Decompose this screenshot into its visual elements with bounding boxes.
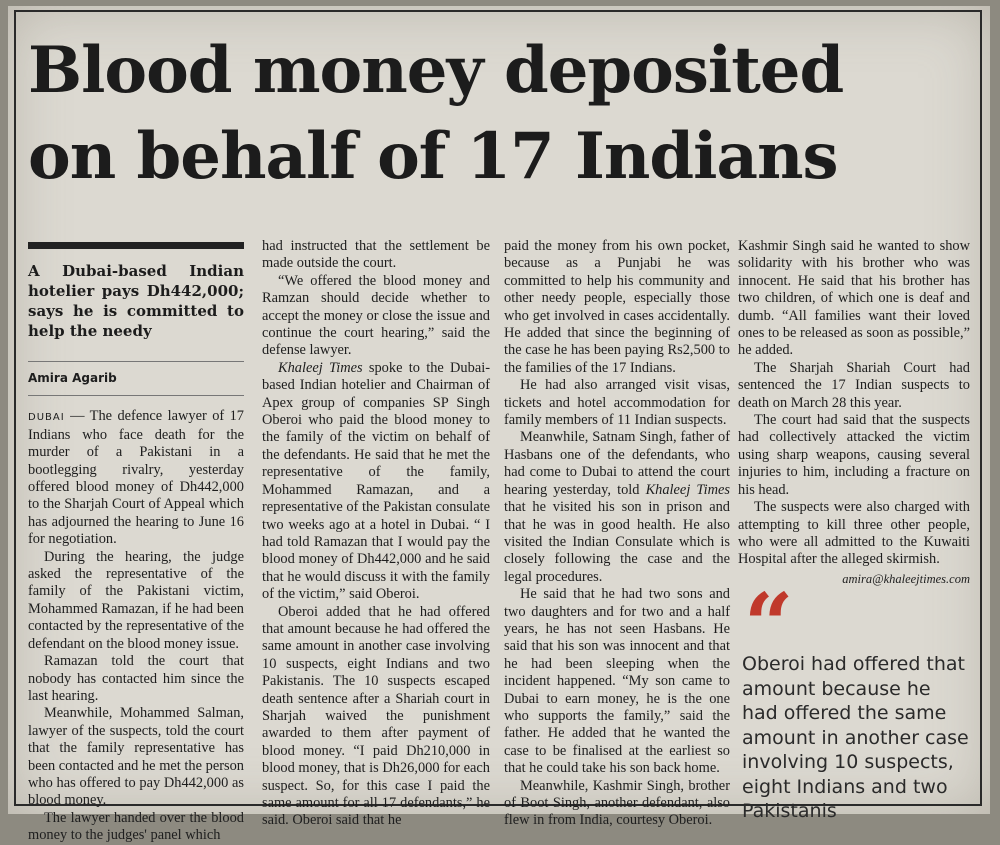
paragraph: The Sharjah Shariah Court had sentenced the 17 Indian suspects to death on March 28 this year. (738, 359, 970, 411)
headline-line-1: Blood money deposited (28, 33, 844, 108)
paragraph: Meanwhile, Satnam Singh, father of Hasbans one of the defendants, who had come to Dubai to attend the court hearing yesterday, told Khaleej Times that he visited his son in prison and that he was in good health. He also visited the Indian Consulate which is closely following the case and the legal procedures. (504, 429, 730, 585)
paragraph: DUBAI — The defence lawyer of 17 Indians who face death for the murder of a Pakistani in a bootlegging rivalry, yesterday offered blood money of Dh442,000 to the Sharjah Court of Appeal which has adjourned the hearing to June 16 for negotiation. (28, 408, 244, 548)
paragraph: “We offered the blood money and Ramzan should decide whether to accept the money or close the issue and continue the court hearing,” said the defense lawyer. (262, 272, 490, 359)
paragraph: The suspects were also charged with attempting to kill three other people, who were all admitted to the Kuwaiti Hospital after the alleged skirmish. (738, 499, 970, 568)
headline (28, 28, 978, 200)
paragraph: He said that he had two sons and two daughters and for two and a half years, he has not seen Hasbans. He said that his son was innocent and that he had been sleeping when the incident happened. “My son came to Dubai to earn money, he is the one who supports the family,” said the father. He added that he wanted the case to be finalised at the earliest so that he could take his son back home. (504, 586, 730, 777)
paragraph: had instructed that the settlement be made outside the court. (262, 238, 490, 272)
pull-quote: Oberoi had offered that amount because he had offered the same amount in another case involving 10 suspects, eight Indians and two Pakistanis (742, 653, 969, 823)
deck: A Dubai-based Indian hotelier pays Dh442,000; says he is committed to help the needy (28, 262, 244, 340)
column-1 (28, 238, 244, 844)
paragraph: paid the money from his own pocket, because as a Punjabi he was committed to help his community and other needy people, especially those who get involved in cases accidentally. He added that since the beginning of the case he has been paying Rs2,500 to the families of the 17 Indians. (504, 238, 730, 376)
paper-name: Khaleej Times (645, 481, 730, 498)
byline: Amira Agarib (28, 370, 244, 396)
paragraph: Oberoi added that he had offered that amount because he had offered the same amount in another case involving 10 suspects, eight Indians and two Pakistanis. The 10 suspects escaped death sentence after a Shariah court in Sharjah waived the punishment awarded to them after payment of blood money. “I paid Dh210,000 in blood money, that is Dh26,000 for each suspect. So, for this case I paid the same amount for all 17 defendants,” he said. Oberoi said that he (262, 603, 490, 829)
column-2 (262, 238, 490, 829)
dateline: DUBAI (28, 412, 65, 424)
paragraph: During the hearing, the judge asked the representative of the family of the Pakistani victim, Mohammed Ramazan, if he had been contacted by the representative of the defendant on the blood money issue. (28, 548, 244, 652)
column-3 (504, 238, 730, 829)
column-4 (738, 238, 970, 823)
paragraph: Meanwhile, Mohammed Salman, lawyer of the suspects, told the court that the family representative has been contacted and he met the person who has offered to pay Dh442,000 as blood money. (28, 705, 244, 809)
quote-mark-icon: “ (744, 575, 794, 677)
paragraph: The court had said that the suspects had collectively attacked the victim using sharp weapons, causing several injuries to him, including a fracture on his head. (738, 412, 970, 498)
byline-rule (28, 361, 244, 362)
paragraph: Meanwhile, Kashmir Singh, brother of Boot Singh, another defendant, also flew in from India, courtesy Oberoi. (504, 777, 730, 829)
paper-name: Khaleej Times (278, 359, 363, 376)
author-email: amira@khaleejtimes.com (842, 571, 970, 586)
paragraph: The lawyer handed over the blood money to the judges' panel which (28, 809, 244, 844)
paragraph: Khaleej Times spoke to the Dubai-based Indian hotelier and Chairman of Apex group of companies SP Singh Oberoi who paid the blood money to the family of the victim on behalf of the defendants. He said that he met the representative of the family, Mohammed Ramazan, and a representative of the Pakistan consulate two weeks ago at a hotel in Dubai. “ I had told Ramazan that I would pay the blood money of Dh442,000 and he said that he would discuss it with the family of the victim,” said Oberoi. (262, 359, 490, 603)
paragraph: He had also arranged visit visas, tickets and hotel accommodation for family members of 11 Indian suspects. (504, 377, 730, 429)
paragraph: Ramazan told the court that nobody has contacted him since the last hearing. (28, 653, 244, 704)
headline-line-2: on behalf of 17 Indians (28, 119, 838, 194)
deck-rule (28, 242, 244, 249)
paragraph: Kashmir Singh said he wanted to show solidarity with his brother who was innocent. He said that his brother has two children, of which one is deaf and dumb. “All families want their loved ones to be released as soon as possible,” he added. (738, 238, 970, 359)
